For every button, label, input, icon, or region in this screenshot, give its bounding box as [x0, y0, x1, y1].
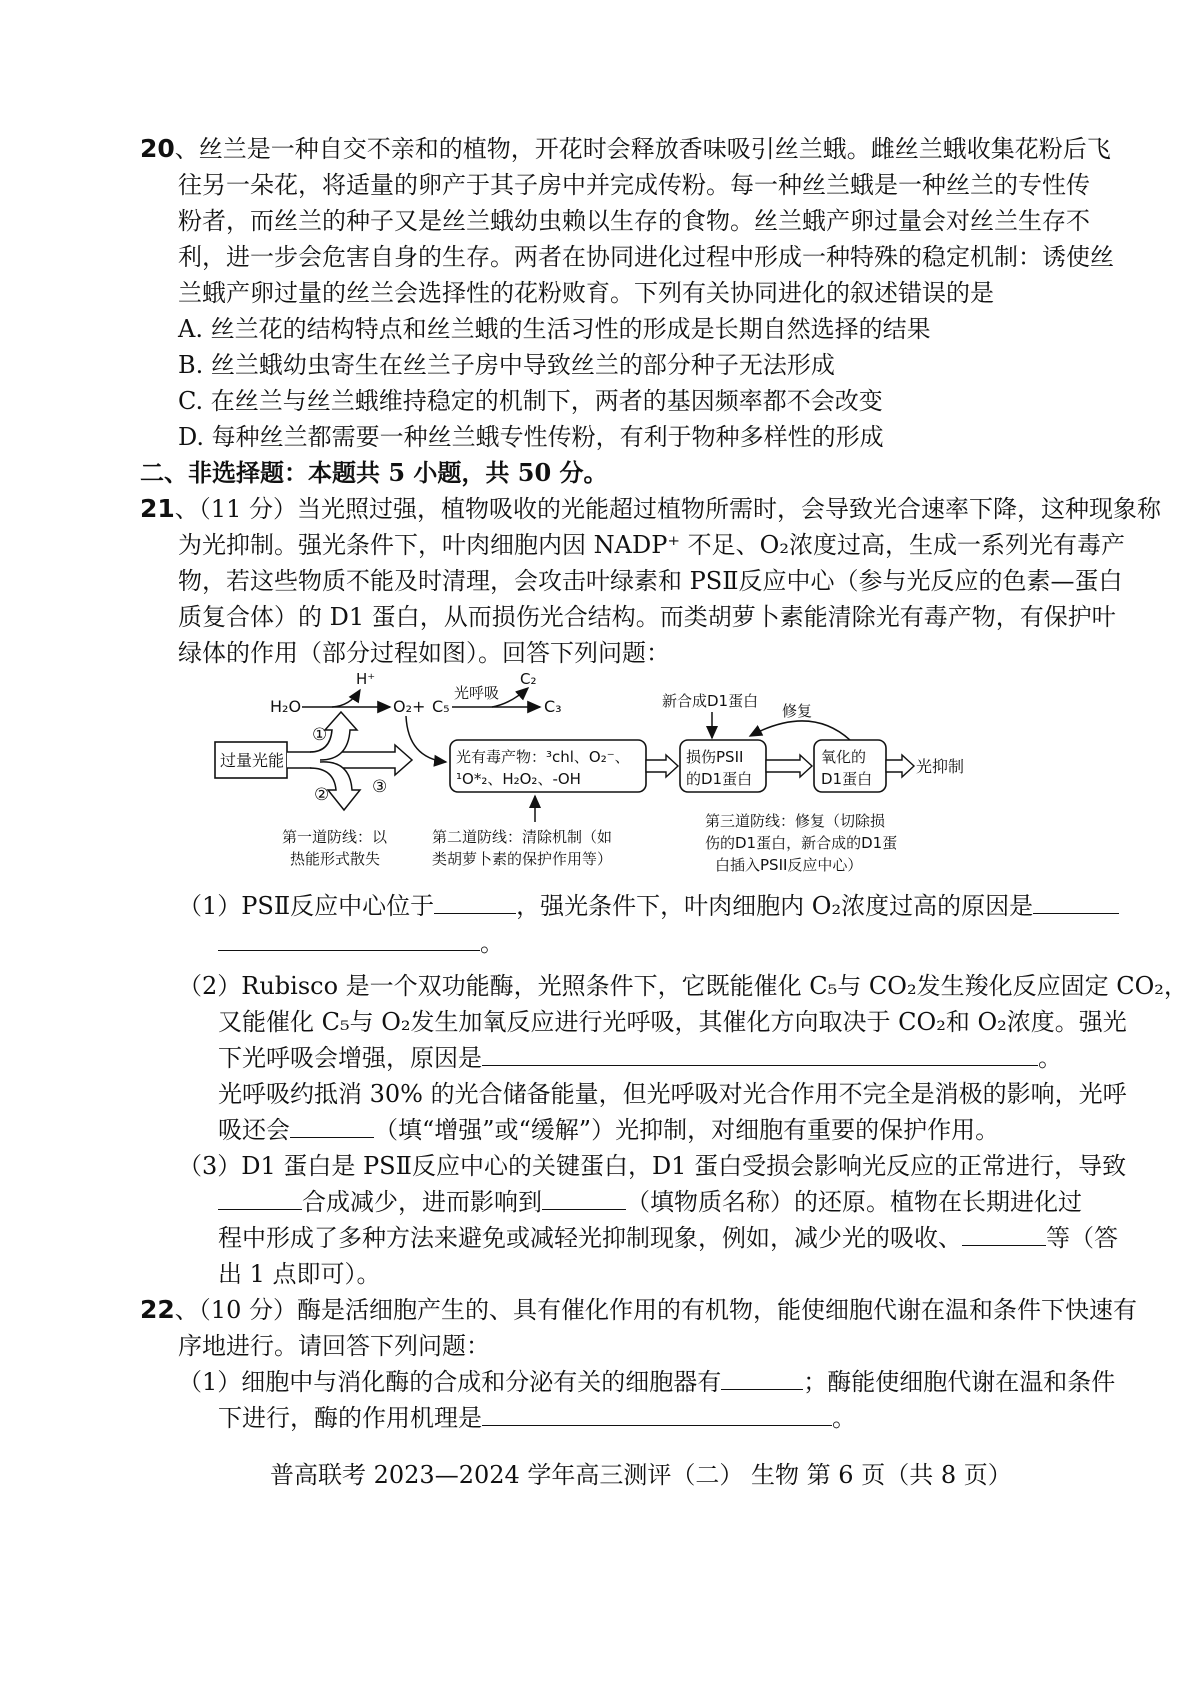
h2o-label: H₂O [270, 697, 302, 716]
q20-line-4: 利，进一步会危害自身的生存。两者在协同进化过程中形成一种特殊的稳定机制：诱使丝 [178, 243, 1114, 271]
damaged-d1-line-2: 的D1蛋白 [686, 770, 753, 788]
answer-blank[interactable] [482, 1043, 1038, 1066]
answer-blank[interactable] [962, 1223, 1046, 1246]
answer-blank[interactable] [218, 928, 480, 951]
damaged-d1-line-1: 损伤PSII [686, 748, 744, 766]
q22-line-1: 22、（10 分）酶是活细胞产生的、具有催化作用的有机物，能使细胞代谢在温和条件下快速有 [140, 1295, 1137, 1324]
circle-2: ② [314, 785, 330, 805]
q20-line-5: 兰蛾产卵过量的丝兰会选择性的花粉败育。下列有关协同进化的叙述错误的是 [178, 279, 994, 307]
repair-arrow [750, 721, 850, 740]
defense-3-line-3: 白插入PSII反应中心） [715, 856, 863, 874]
q22-sub1-line-2: 下进行，酶的作用机理是 。 [218, 1404, 856, 1432]
hplus-label: H⁺ [356, 670, 376, 688]
q20-line-1: 20、丝兰是一种自交不亲和的植物，开花时会释放香味吸引丝兰蛾。雌丝兰蛾收集花粉后飞 [140, 134, 1111, 163]
q21-sub3-line-1: （3）D1 蛋白是 PSⅡ反应中心的关键蛋白，D1 蛋白受损会影响光反应的正常进行，导致 [178, 1152, 1127, 1180]
defense-1-line-2: 热能形式散失 [290, 850, 381, 868]
page-footer: 普高联考 2023—2024 学年高三测评（二） 生物 第 6 页（共 8 页） [270, 1461, 1012, 1489]
circle-1: ① [312, 725, 328, 745]
q22-sub1-line-1: （1）细胞中与消化酶的合成和分泌有关的细胞器有 ；酶能使细胞代谢在温和条件 [178, 1368, 1116, 1396]
oxidized-to-inhibition-arrow [886, 755, 914, 777]
q21-line-3: 物，若这些物质不能及时清理，会攻击叶绿素和 PSⅡ反应中心（参与光反应的色素—蛋白 [178, 567, 1123, 595]
defense-2-line-2: 类胡萝卜素的保护作用等） [432, 850, 613, 868]
q22-line-2: 序地进行。请回答下列问题： [178, 1332, 490, 1360]
oxidized-d1-line-1: 氧化的 [821, 748, 867, 766]
q20-option-d: D. 每种丝兰都需要一种丝兰蛾专性传粉，有利于物种多样性的形成 [178, 423, 884, 451]
path-3-arrow [287, 745, 412, 775]
q21-sub1-line-1: （1）PSⅡ反应中心位于 ，强光条件下，叶肉细胞内 O₂浓度过高的原因是 [178, 890, 1119, 922]
answer-blank[interactable] [721, 1367, 803, 1390]
defense-2-line-1: 第二道防线：清除机制（如 [432, 828, 613, 846]
photoinhibition-label: 光抑制 [916, 757, 965, 776]
toxic-products-line-1: 光有毒产物：³chl、O₂⁻、 [456, 748, 630, 766]
repair-label: 修复 [782, 702, 813, 720]
q20-option-b: B. 丝兰蛾幼虫寄生在丝兰子房中导致丝兰的部分种子无法形成 [178, 351, 835, 379]
o2-to-toxic-arrow [406, 716, 446, 762]
toxic-to-damaged-arrow [646, 755, 678, 777]
damaged-to-oxidized-arrow [766, 755, 812, 777]
q21-line-4: 质复合体）的 D1 蛋白，从而损伤光合结构。而类胡萝卜素能清除光有毒产物，有保护叶 [178, 603, 1116, 631]
answer-blank[interactable] [434, 891, 516, 914]
c3-label: C₃ [544, 697, 562, 716]
q20-number: 20 [140, 134, 175, 163]
answer-blank[interactable] [290, 1115, 374, 1138]
q21-sub2-line-1: （2）Rubisco 是一个双功能酶，光照条件下，它既能催化 C₅与 CO₂发生羧化反应固定 CO₂， [178, 972, 1188, 1000]
toxic-products-line-2: ¹O*₂、H₂O₂、-OH [456, 770, 581, 788]
c5-label: C₅ [432, 697, 450, 716]
q21-sub3-line-3: 程中形成了多种方法来避免或减轻光抑制现象，例如，减少光的吸收、 等（答 [218, 1224, 1118, 1252]
q21-sub2-line-3: 下光呼吸会增强，原因是 。 [218, 1044, 1062, 1072]
q20-option-a: A. 丝兰花的结构特点和丝兰蛾的生活习性的形成是长期自然选择的结果 [178, 315, 931, 343]
oxidized-d1-line-2: D1蛋白 [821, 770, 873, 788]
answer-blank[interactable] [1033, 891, 1119, 914]
c2-label: C₂ [520, 670, 537, 688]
answer-blank[interactable] [218, 1187, 302, 1210]
q21-sub1-line-2: 。 [218, 927, 504, 959]
new-d1-label: 新合成D1蛋白 [662, 692, 759, 710]
section-2-heading: 二、非选择题：本题共 5 小题，共 50 分。 [140, 458, 608, 487]
photoresp-label: 光呼吸 [454, 684, 500, 702]
q20-line-3: 粉者，而丝兰的种子又是丝兰蛾幼虫赖以生存的食物。丝兰蛾产卵过量会对丝兰生存不 [178, 207, 1090, 235]
q22-number: 22 [140, 1295, 175, 1324]
defense-3-line-1: 第三道防线：修复（切除损 [705, 812, 886, 830]
q21-line-1: 21、（11 分）当光照过强，植物吸收的光能超过植物所需时，会导致光合速率下降，这种现象称 [140, 494, 1161, 523]
q21-sub3-line-2: 合成减少，进而影响到 （填物质名称）的还原。植物在长期进化过 [218, 1186, 1082, 1218]
photoinhibition-diagram [210, 670, 1000, 885]
circle-3: ③ [372, 777, 388, 797]
o2-label: O₂+ [393, 697, 426, 716]
q21-sub3-line-4: 出 1 点即可）。 [218, 1260, 381, 1288]
defense-3-line-2: 伤的D1蛋白，新合成的D1蛋 [705, 834, 898, 852]
q21-sub2-line-4: 光呼吸约抵消 30% 的光合储备能量，但光呼吸对光合作用不完全是消极的影响，光呼 [218, 1080, 1127, 1108]
answer-blank[interactable] [542, 1187, 626, 1210]
excess-light-label: 过量光能 [220, 751, 285, 770]
q20-option-c: C. 在丝兰与丝兰蛾维持稳定的机制下，两者的基因频率都不会改变 [178, 387, 883, 415]
q21-number: 21 [140, 494, 175, 523]
hplus-arrow [332, 690, 360, 707]
defense-1-line-1: 第一道防线：以 [282, 828, 388, 846]
q21-sub2-line-2: 又能催化 C₅与 O₂发生加氧反应进行光呼吸，其催化方向取决于 CO₂和 O₂浓度。强光 [218, 1008, 1127, 1036]
answer-blank[interactable] [482, 1403, 832, 1426]
q21-sub2-line-5: 吸还会 （填“增强”或“缓解”）光抑制，对细胞有重要的保护作用。 [218, 1116, 1000, 1144]
q20-line-2: 往另一朵花，将适量的卵产于其子房中并完成传粉。每一种丝兰蛾是一种丝兰的专性传 [178, 171, 1090, 199]
q21-line-2: 为光抑制。强光条件下，叶肉细胞内因 NADP⁺ 不足、O₂浓度过高，生成一系列光有毒产 [178, 531, 1125, 559]
q21-line-5: 绿体的作用（部分过程如图）。回答下列问题： [178, 639, 670, 667]
